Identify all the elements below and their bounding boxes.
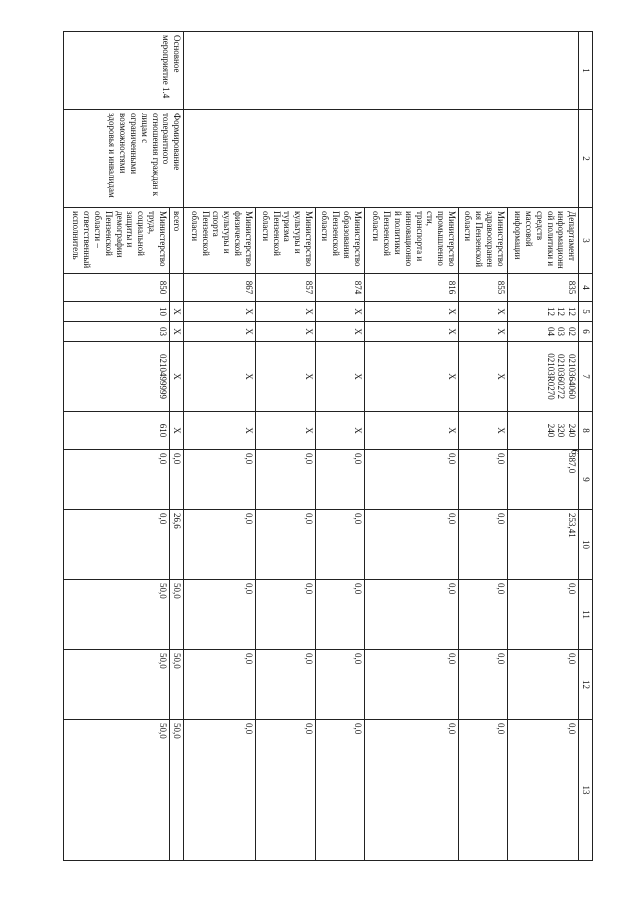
- organization-cell: Министерство образования Пензенской области: [315, 208, 364, 274]
- expense-type-cell-line: 240: [545, 423, 556, 438]
- expense-type-cell-line: X: [172, 427, 183, 434]
- organization-cell: Министерство промышленности, транспорта и инновационной политики Пензенской области: [364, 208, 458, 274]
- target-code-cell: [184, 342, 256, 412]
- table-body: [64, 32, 593, 861]
- amount-cell: 50,0: [169, 720, 184, 861]
- amount-cell: 0,0: [255, 510, 315, 580]
- amount-cell: 0,0: [507, 580, 579, 650]
- expense-type-cell: [507, 412, 579, 450]
- subsection-cell-line: 03: [556, 327, 567, 336]
- subsection-cell-line: 04: [545, 327, 556, 336]
- subsection-cell: [255, 322, 315, 342]
- column-number: 12: [579, 650, 593, 720]
- section-cell: [169, 302, 184, 322]
- column-number: 9: [579, 450, 593, 510]
- table-row: [184, 32, 256, 861]
- target-code-cell-line: 02103R0270: [545, 353, 556, 400]
- target-code-cell-line: X: [495, 373, 506, 380]
- event-name-cell-empty: [364, 110, 458, 208]
- section-cell-line: 12: [556, 307, 567, 316]
- amount-cell: 0,0: [255, 650, 315, 720]
- amount-cell: 0,0: [364, 720, 458, 861]
- target-code-cell-line: 0210499999: [157, 354, 168, 399]
- section-cell: [64, 302, 170, 322]
- amount-cell: 0,0: [315, 720, 364, 861]
- amount-cell: 50,0: [64, 580, 170, 650]
- table-row: [315, 32, 364, 861]
- subsection-cell-line: 03: [157, 327, 168, 336]
- expense-type-cell: [184, 412, 256, 450]
- amount-cell: 0,0: [458, 650, 507, 720]
- event-cell-empty: [364, 32, 458, 110]
- amount-cell: 0,0: [315, 450, 364, 510]
- expense-type-cell: [64, 412, 170, 450]
- amount-cell: 0,0: [315, 510, 364, 580]
- code-cell: 835: [507, 274, 579, 302]
- section-cell: [315, 302, 364, 322]
- amount-cell: 50,0: [64, 720, 170, 861]
- column-number: 4: [579, 274, 593, 302]
- expense-type-cell-line: 240: [567, 423, 578, 438]
- event-cell-empty: [458, 32, 507, 110]
- event-cell-empty: [315, 32, 364, 110]
- column-number: 11: [579, 580, 593, 650]
- subsection-cell: [169, 322, 184, 342]
- code-cell: 857: [255, 274, 315, 302]
- subsection-cell: [184, 322, 256, 342]
- amount-cell: 0,0: [364, 580, 458, 650]
- amount-cell: 0,0: [255, 580, 315, 650]
- event-name-cell-empty: [458, 110, 507, 208]
- subsection-cell: [458, 322, 507, 342]
- header-row: [579, 32, 593, 861]
- target-code-cell-line: X: [172, 373, 183, 380]
- table-row: [507, 32, 579, 861]
- event-name-cell-empty: [184, 110, 256, 208]
- amount-cell: 50,0: [64, 650, 170, 720]
- subsection-cell: [315, 322, 364, 342]
- column-number: 8: [579, 412, 593, 450]
- section-cell-line: X: [303, 308, 314, 315]
- subsection-cell-line: 02: [567, 327, 578, 336]
- amount-cell: 0,0: [458, 450, 507, 510]
- code-cell: 874: [315, 274, 364, 302]
- column-number: 2: [579, 110, 593, 208]
- subsection-cell-line: X: [243, 328, 254, 335]
- subsection-cell-line: X: [446, 328, 457, 335]
- code-cell: 850: [64, 274, 170, 302]
- event-cell-empty: [507, 32, 579, 110]
- column-number: 10: [579, 510, 593, 580]
- expense-type-cell: [364, 412, 458, 450]
- section-cell-line: 12: [567, 307, 578, 316]
- expense-type-cell-line: X: [303, 427, 314, 434]
- amount-cell: 50,0: [169, 580, 184, 650]
- event-name-cell-empty: [315, 110, 364, 208]
- subsection-cell-line: X: [303, 328, 314, 335]
- table-row: [364, 32, 458, 861]
- table-row: [255, 32, 315, 861]
- amount-cell: 26,6: [169, 510, 184, 580]
- expense-type-cell: [255, 412, 315, 450]
- target-code-cell: [255, 342, 315, 412]
- subsection-cell: [64, 322, 170, 342]
- amount-cell: 0,0: [184, 450, 256, 510]
- target-code-cell-line: X: [303, 373, 314, 380]
- target-code-cell: [64, 342, 170, 412]
- target-code-cell: [458, 342, 507, 412]
- target-code-cell-line: X: [446, 373, 457, 380]
- organization-cell: Министерство здравоохранения Пензенской области: [458, 208, 507, 274]
- section-cell: [507, 302, 579, 322]
- amount-cell: 0,0: [507, 720, 579, 861]
- expense-type-cell: [169, 412, 184, 450]
- expense-type-cell-line: X: [495, 427, 506, 434]
- table-row-event-total: [169, 32, 184, 861]
- code-cell: 816: [364, 274, 458, 302]
- table-row: [458, 32, 507, 861]
- subsection-cell-line: X: [352, 328, 363, 335]
- code-cell: 855: [458, 274, 507, 302]
- column-number: 6: [579, 322, 593, 342]
- amount-cell: 0,0: [64, 510, 170, 580]
- expense-type-cell-line: X: [352, 427, 363, 434]
- event-cell-empty: [184, 32, 256, 110]
- target-code-cell: [169, 342, 184, 412]
- expense-type-cell-line: X: [243, 427, 254, 434]
- amount-cell: 0,0: [184, 720, 256, 861]
- target-code-cell-line: X: [243, 373, 254, 380]
- amount-cell: 0,0: [364, 510, 458, 580]
- organization-cell: Министерство культуры и туризма Пензенской области: [255, 208, 315, 274]
- code-cell: [169, 274, 184, 302]
- amount-cell: 0,0: [364, 450, 458, 510]
- amount-cell: 0,0: [507, 650, 579, 720]
- expense-type-cell-line: 320: [556, 423, 567, 438]
- target-code-cell-line: 0210364060: [567, 354, 578, 399]
- column-number: 13: [579, 720, 593, 861]
- amount-cell: 0,0: [184, 580, 256, 650]
- event-cell-empty: [255, 32, 315, 110]
- page-number: 6: [568, 449, 580, 455]
- organization-cell: Департамент информационной политики и средств массовой информации: [507, 208, 579, 274]
- section-cell-line: X: [172, 308, 183, 315]
- rotated-page: [63, 31, 593, 861]
- target-code-cell: [364, 342, 458, 412]
- expense-type-cell: [458, 412, 507, 450]
- section-cell: [184, 302, 256, 322]
- target-code-cell-line: X: [352, 373, 363, 380]
- expense-type-cell-line: 610: [157, 423, 168, 438]
- amount-cell: 0,0: [64, 450, 170, 510]
- column-number: 5: [579, 302, 593, 322]
- section-cell-line: 10: [157, 307, 168, 316]
- event-name-cell-empty: [507, 110, 579, 208]
- expense-type-cell-line: X: [446, 427, 457, 434]
- target-code-cell-line: 0210360272: [556, 354, 567, 399]
- section-cell: [255, 302, 315, 322]
- amount-cell: 0,0: [255, 450, 315, 510]
- section-cell: [458, 302, 507, 322]
- amount-cell: 0,0: [315, 650, 364, 720]
- expense-type-cell: [315, 412, 364, 450]
- section-cell-line: X: [243, 308, 254, 315]
- amount-cell: 50,0: [169, 650, 184, 720]
- amount-cell: 253,41: [507, 510, 579, 580]
- organization-cell: Министерство труда, социальной защиты и демографии Пензенской области – ответственный исполнитель: [64, 208, 170, 274]
- subsection-cell: [507, 322, 579, 342]
- amount-cell: 0,0: [458, 580, 507, 650]
- section-cell-line: X: [446, 308, 457, 315]
- subsection-cell-line: X: [495, 328, 506, 335]
- event-code-cell: Основное мероприятие 1.4: [64, 32, 184, 110]
- section-cell-line: 12: [545, 307, 556, 316]
- column-number: 7: [579, 342, 593, 412]
- column-number: 3: [579, 208, 593, 274]
- amount-cell: 0,0: [458, 720, 507, 861]
- code-cell: 867: [184, 274, 256, 302]
- amount-cell: 0,0: [255, 720, 315, 861]
- amount-cell: 0,0: [458, 510, 507, 580]
- amount-cell: 0,0: [169, 450, 184, 510]
- subsection-cell-line: X: [172, 328, 183, 335]
- target-code-cell: [315, 342, 364, 412]
- target-code-cell: [507, 342, 579, 412]
- amount-cell: 0,0: [315, 580, 364, 650]
- amount-cell: 0,0: [184, 510, 256, 580]
- budget-table: [63, 31, 593, 861]
- event-name-cell-empty: [255, 110, 315, 208]
- organization-cell: Министерство физической культуры и спорта Пензенской области: [184, 208, 256, 274]
- section-cell-line: X: [495, 308, 506, 315]
- amount-cell: 387,0: [507, 450, 579, 510]
- section-cell: [364, 302, 458, 322]
- organization-cell: всего: [169, 208, 184, 274]
- subsection-cell: [364, 322, 458, 342]
- amount-cell: 0,0: [364, 650, 458, 720]
- section-cell-line: X: [352, 308, 363, 315]
- amount-cell: 0,0: [184, 650, 256, 720]
- event-name-cell: Формирование толерантного отношения граждан к лицам с ограниченными возможностями здоровья и инвалидам: [64, 110, 184, 208]
- column-number: 1: [579, 32, 593, 110]
